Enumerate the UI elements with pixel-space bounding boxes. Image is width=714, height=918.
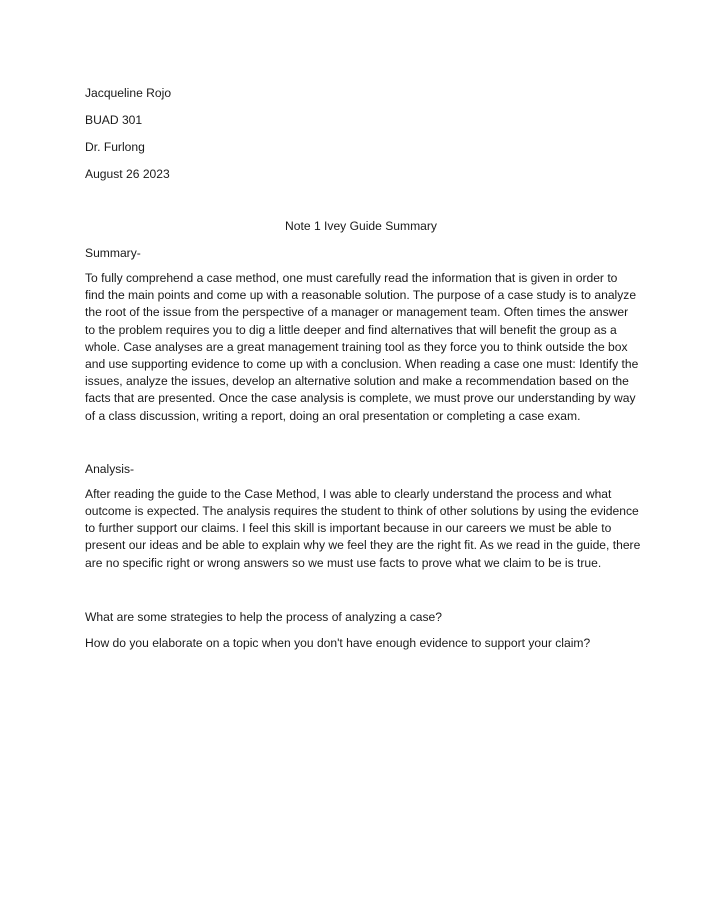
author-name: Jacqueline Rojo [85,86,172,100]
summary-line: to the problem requires you to dig a little deeper and find alternatives that will benefit the group as a [85,322,617,337]
summary-line: To fully comprehend a case method, one must carefully read the information that is given in order to [85,271,618,285]
summary-line: facts that are presented. Once the case analysis is complete, we must prove our understanding by way [85,391,636,406]
analysis-line: outcome is expected. The analysis requires the student to think of other solutions by using the evidence [85,504,639,519]
analysis-heading: Analysis- [85,461,135,476]
analysis-line: to further support our claims. I feel this skill is important because in our careers we must be able to [85,521,612,536]
summary-line: issues, analyze the issues, develop an alternative solution and make a recommendation based on the [85,374,629,389]
question-item: What are some strategies to help the process of analyzing a case? [85,609,442,624]
summary-heading: Summary- [85,246,141,260]
document-body [85,85,641,651]
summary-paragraph [85,270,637,425]
summary-line: find the main points and come up with a reasonable solution. The purpose of a case study is to analyze [85,288,637,303]
summary-line: of a class discussion, writing a report, doing an oral presentation or completing a case exam. [85,408,581,423]
instructor-name: Dr. Furlong [85,140,145,154]
analysis-line: After reading the guide to the Case Method, I was able to clearly understand the process and what [85,486,612,501]
document-title: Note 1 Ivey Guide Summary [285,219,437,233]
summary-line: and use supporting evidence to come up with a conclusion. When reading a case one must: Identify the [85,357,639,372]
document-date: August 26 2023 [85,167,170,181]
analysis-line: are no specific right or wrong answers so we must use facts to prove what we claim to be is true. [85,555,602,570]
analysis-line: present our ideas and be able to explain why we feel they are the right fit. As we read in the guide, there [85,538,641,553]
analysis-paragraph [85,486,641,572]
summary-line: whole. Case analyses are a great management training tool as they force you to think outside the box [85,339,628,354]
question-item: How do you elaborate on a topic when you don't have enough evidence to support your claim? [85,635,591,650]
summary-line: the root of the issue from the perspective of a manager or management team. Often times the answer [85,305,629,320]
course-code: BUAD 301 [85,113,143,127]
